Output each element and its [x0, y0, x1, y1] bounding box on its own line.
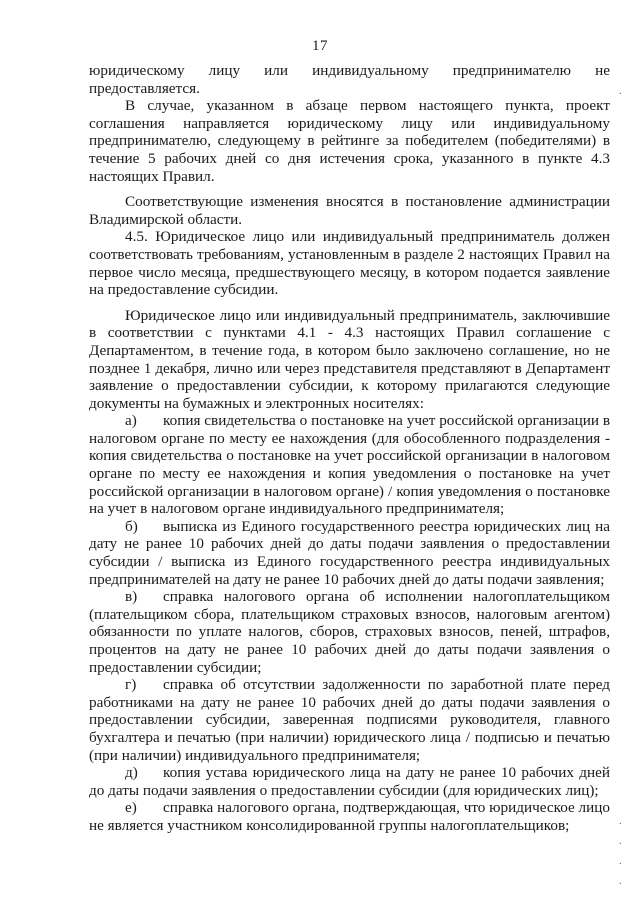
list-item-text: копия устава юридического лица на дату не ранее 10 рабочих дней до даты подачи заявления о предоставлении субсидии (для юридических лиц); [89, 764, 610, 799]
list-item-text: копия свидетельства о постановке на учет российской организации в налоговом органе по месту ее нахождения (для обособленного подразделения - копия свидетельства о постановке на учет российской организации в налоговом органе по месту ее нахождения и копия уведомления о постановке на учет российской организации в налоговом органе) / копия уведомления о постановке на учет в налоговом органе индивидуального предпринимателя; [89, 412, 610, 518]
list-item-v [89, 588, 610, 676]
scan-mark: · [618, 819, 622, 830]
paragraph-application: Юридическое лицо или индивидуальный предприниматель, заключившие в соответствии с пунктами 4.1 - 4.3 настоящих Правил соглашение с Департаментом, в течение года, в котором было заключено соглашение, но не позднее 1 декабря, лично или через представителя представляют в Департамент заявление о предоставлении субсидии, к которому прилагаются следующие документы на бумажных и электронных носителях: [89, 306, 610, 412]
list-marker: в) [125, 588, 138, 606]
list-item-a [89, 412, 610, 518]
list-item-g [89, 676, 610, 764]
paragraph-section-4-5: 4.5. Юридическое лицо или индивидуальный предприниматель должен соответствовать требованиям, установленным в разделе 2 настоящих Правил на первое число месяца, предшествующего месяцу, в котором подается заявление на предоставление субсидии. [89, 228, 610, 299]
list-item-b [89, 518, 610, 588]
paragraph-project-agreement: В случае, указанном в абзаце первом настоящего пункта, проект соглашения направляется юридическому лицу или индивидуальному предпринимателю, следующему в рейтинге за победителем (победителями) в течение 5 рабочих дней со дня истечения срока, указанного в пункте 4.3 настоящих Правил. [89, 97, 610, 185]
scan-mark: · [618, 839, 622, 850]
scan-mark: · [618, 879, 622, 890]
list-marker: а) [125, 412, 137, 430]
document-body [89, 62, 610, 835]
list-marker: б) [125, 517, 138, 535]
page-number: 17 [312, 38, 328, 54]
paragraph-changes: Соответствующие изменения вносятся в постановление администрации Владимирской области. [89, 193, 610, 228]
list-marker: е) [125, 799, 137, 817]
paragraph-continuation: юридическому лицу или индивидуальному предпринимателю не предоставляется. [89, 62, 610, 97]
list-item-text: справка налогового органа об исполнении налогоплательщиком (плательщиком сбора, плательщиком страховых взносов, налоговым агентом) обязанности по уплате налогов, сборов, страховых взносов, пеней, штрафов, процентов на дату не ранее 10 рабочих дней до даты подачи заявления о предоставлении субсидии; [89, 588, 610, 676]
list-item-text: справка налогового органа, подтверждающая, что юридическое лицо не является участником консолидированной группы налогоплательщиков; [89, 799, 610, 834]
list-item-text: справка об отсутствии задолженности по заработной плате перед работниками на дату не ранее 10 рабочих дней до даты подачи заявления о предоставлении субсидии, заверенная подписями руководителя, главного бухгалтера и печатью (при наличии) юридического лица / подписью и печатью (при наличии) индивидуального предпринимателя; [89, 676, 610, 764]
list-item-text: выписка из Единого государственного реестра юридических лиц на дату не ранее 10 рабочих дней до даты подачи заявления о предоставлении субсидии / выписка из Единого государственного реестра индивидуальных предпринимателей на дату не ранее 10 рабочих дней до даты подачи заявления; [89, 517, 610, 588]
scan-mark: · [618, 859, 622, 870]
list-item-e [89, 799, 610, 834]
scan-mark: · [618, 89, 622, 100]
list-item-d [89, 764, 610, 799]
list-marker: г) [125, 676, 137, 694]
list-marker: д) [125, 764, 138, 782]
